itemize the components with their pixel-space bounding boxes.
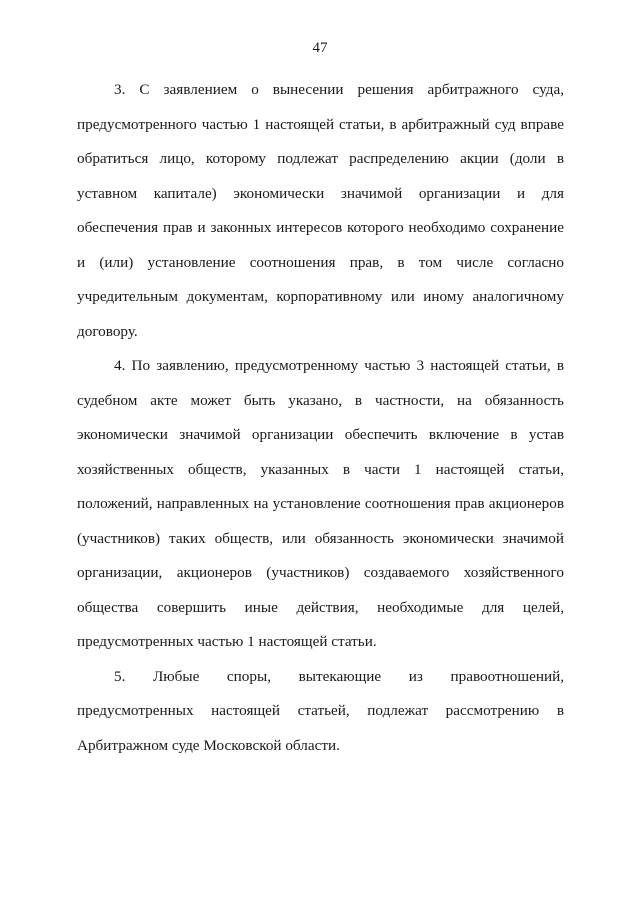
paragraph-3: 3. С заявлением о вынесении решения арбитражного суда, предусмотренного частью 1 настоящей статьи, в арбитражный суд вправе обратиться лицо, которому подлежат распределению акции (доли в уставном капитале) экономически значимой организации и для обеспечения прав и законных интересов которого необходимо сохранение и (или) установление соотношения прав, в том числе согласно учредительным документам, корпоративному или иному аналогичному договору. [77, 81, 564, 340]
paragraph-4: 4. По заявлению, предусмотренному частью 3 настоящей статьи, в судебном акте может быть указано, в частности, на обязанность экономически значимой организации обеспечить включение в устав хозяйственных обществ, указанных в части 1 настоящей статьи, положений, направленных на установление соотношения прав акционеров (участников) таких обществ, или обязанность экономически значимой организации, акционеров (участников) создаваемого хозяйственного общества совершить иные действия, необходимые для целей, предусмотренных частью 1 настоящей статьи. [77, 357, 564, 650]
document-body [77, 73, 564, 763]
paragraph-5: 5. Любые споры, вытекающие из правоотношений, предусмотренных настоящей статьей, подлежат рассмотрению в Арбитражном суде Московской области. [77, 667, 564, 754]
page-number: 47 [312, 40, 328, 56]
